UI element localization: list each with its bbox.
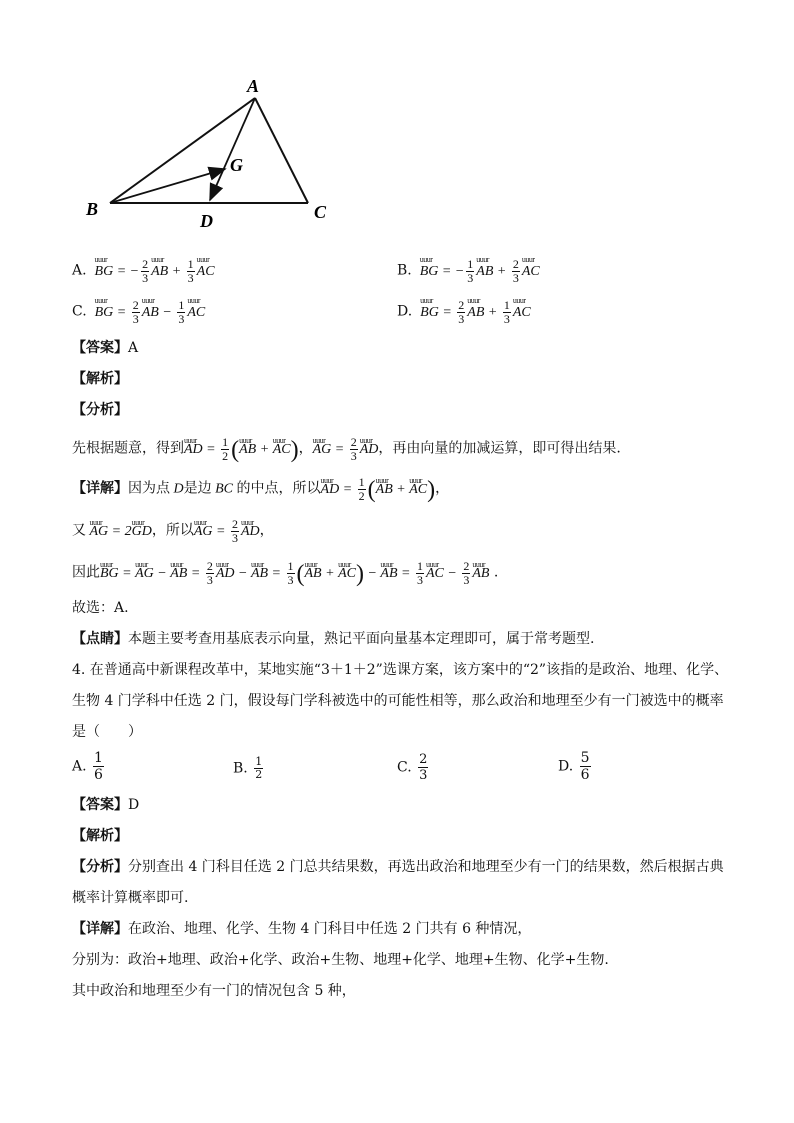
- label-b: B: [86, 199, 99, 219]
- q3-jiexi: 【解析】: [72, 371, 128, 387]
- dianjing-text: 本题主要考查用基底表示向量，熟记平面向量基本定理即可，属于常考题型.: [128, 631, 595, 647]
- option-b-expr: uuur BG = − $\frac{1}{3}$ uuur AB + $\frac{2}{3}$ uuur AC: [416, 264, 540, 279]
- q4-answer: [72, 795, 139, 815]
- option-a-den: 6: [94, 767, 103, 783]
- label-g: G: [230, 155, 243, 175]
- fenxi-text: 分别查出 4 门科目任选 2 门总共结果数，再选出政治和地理至少有一门的结果数，然后根据古典: [128, 859, 724, 875]
- q4-xiangjie-1: [72, 919, 531, 939]
- option-c-expr: uuur BG = $\frac{2}{3}$ uuur AB − $\frac{1}{3}$ uuur AC: [91, 305, 205, 320]
- option-d-num: 5: [580, 750, 590, 766]
- option-label: A.: [72, 758, 87, 775]
- label-d: D: [200, 211, 213, 230]
- q3-option-a[interactable]: [72, 258, 215, 285]
- triangle-figure: [80, 70, 340, 230]
- q4-jiexi: 【解析】: [72, 828, 128, 844]
- option-d-expr: uuur BG = $\frac{2}{3}$ uuur AB + $\frac{1}{3}$ uuur AC: [417, 305, 531, 320]
- xiangjie-text: 的中点，所以: [236, 480, 321, 497]
- fenxi-post: ，再由向量的加减运算，即可得出结果.: [378, 440, 621, 457]
- option-label: C.: [72, 303, 87, 320]
- q3-answer: [72, 338, 138, 358]
- option-a-num: 1: [94, 750, 103, 766]
- option-b-num: 1: [255, 755, 263, 768]
- q3-option-c[interactable]: [72, 299, 205, 326]
- xiangjie-text: 因此: [72, 564, 100, 581]
- vector-bg: [110, 169, 225, 203]
- option-label: D.: [558, 758, 574, 775]
- q4-option-a[interactable]: [72, 750, 106, 783]
- q3-xiangjie-1: 【详解】因为点 D是边 BC 的中点，所以uuur AD = $\frac{1}{2}$ (uuur AB + uuur AC)，: [72, 476, 449, 503]
- q4-stem-1: 4. 在普通高中新课程改革中，某地实施“3＋1＋2”选课方案，该方案中的“2”该指的是政治、地理、化学、: [72, 662, 729, 678]
- option-c-num: 2: [419, 752, 428, 767]
- q4-xiangjie-3: 其中政治和地理至少有一门的情况包含 5 种，: [72, 983, 356, 999]
- option-label: A.: [72, 262, 87, 279]
- xiangjie-text: 又: [72, 522, 86, 539]
- xiangjie-tag: 【详解】: [72, 921, 128, 937]
- option-label: B.: [233, 760, 248, 777]
- q4-stem-3: 是（ ）: [72, 724, 142, 740]
- option-c-den: 3: [419, 768, 428, 783]
- q3-xiangjie-2: 又 uuur AG = 2uuur GD，所以uuur AG = $\frac{2}{3}$ uuur AD，: [72, 518, 274, 545]
- option-a-expr: uuur BG = − $\frac{2}{3}$ uuur AB + $\frac{1}{3}$ uuur AC: [91, 264, 215, 279]
- xiangjie-text: 是边: [183, 480, 212, 497]
- fenxi-pre: 先根据题意，得到: [72, 440, 184, 457]
- q4-fenxi-1: [72, 857, 724, 877]
- option-b-den: 2: [255, 768, 263, 781]
- q3-guxuan: 故选：A.: [72, 600, 129, 616]
- q4-fenxi-2: 概率计算概率即可.: [72, 890, 189, 906]
- answer-value: A: [128, 340, 139, 356]
- option-label: D.: [397, 303, 413, 320]
- option-label: C.: [397, 759, 412, 776]
- q3-xiangjie-3: 因此uuur BG = uuur AG − uuur AB = $\frac{2}{3}$ uuur AD − uuur AB = $\frac{1}{3}$ (uuur AB + uuur AC) − uuur AB = $\frac{1}{3}$ uuur AC − $\frac{2}{3}$ uuur AB .: [72, 560, 498, 587]
- q4-option-b[interactable]: [233, 756, 265, 781]
- q3-fenxi-text: 先根据题意，得到uuur AD = $\frac{1}{2}$ (uuur AB + uuur AC)，uuur AG = $\frac{2}{3}$ uuur AD，再由向量的加减运算，即可得出结果.: [72, 436, 621, 463]
- q4-xiangjie-2: 分别为：政治+地理、政治+化学、政治+生物、地理+化学、地理+生物、化学+生物.: [72, 952, 609, 968]
- dianjing-tag: 【点睛】: [72, 631, 128, 647]
- label-c: C: [314, 202, 327, 222]
- q3-option-d[interactable]: [397, 299, 531, 326]
- option-label: B.: [397, 262, 412, 279]
- answer-value: D: [128, 797, 140, 813]
- q4-option-d[interactable]: [558, 750, 593, 783]
- fenxi-tag: 【分析】: [72, 859, 128, 875]
- q4-option-c[interactable]: [397, 752, 430, 783]
- q3-dianjing: [72, 629, 594, 649]
- q4-stem-2: 生物 4 门学科中任选 2 门，假设每门学科被选中的可能性相等，那么政治和地理至少有一门被选中的概率: [72, 693, 724, 709]
- xiangjie-tag: 【详解】: [72, 480, 128, 497]
- label-a: A: [247, 76, 260, 96]
- answer-tag: 【答案】: [72, 340, 128, 356]
- xiangjie-text: 因为点: [128, 480, 170, 497]
- xiangjie-text: 在政治、地理、化学、生物 4 门科目中任选 2 门共有 6 种情况，: [128, 921, 532, 937]
- option-d-den: 6: [580, 767, 590, 783]
- answer-tag: 【答案】: [72, 797, 128, 813]
- q3-option-b[interactable]: [397, 258, 540, 285]
- edge-ab: [110, 98, 255, 203]
- edge-ac: [255, 98, 308, 203]
- q3-fenxi-tag: 【分析】: [72, 402, 128, 418]
- xiangjie-text: ，所以: [151, 522, 194, 539]
